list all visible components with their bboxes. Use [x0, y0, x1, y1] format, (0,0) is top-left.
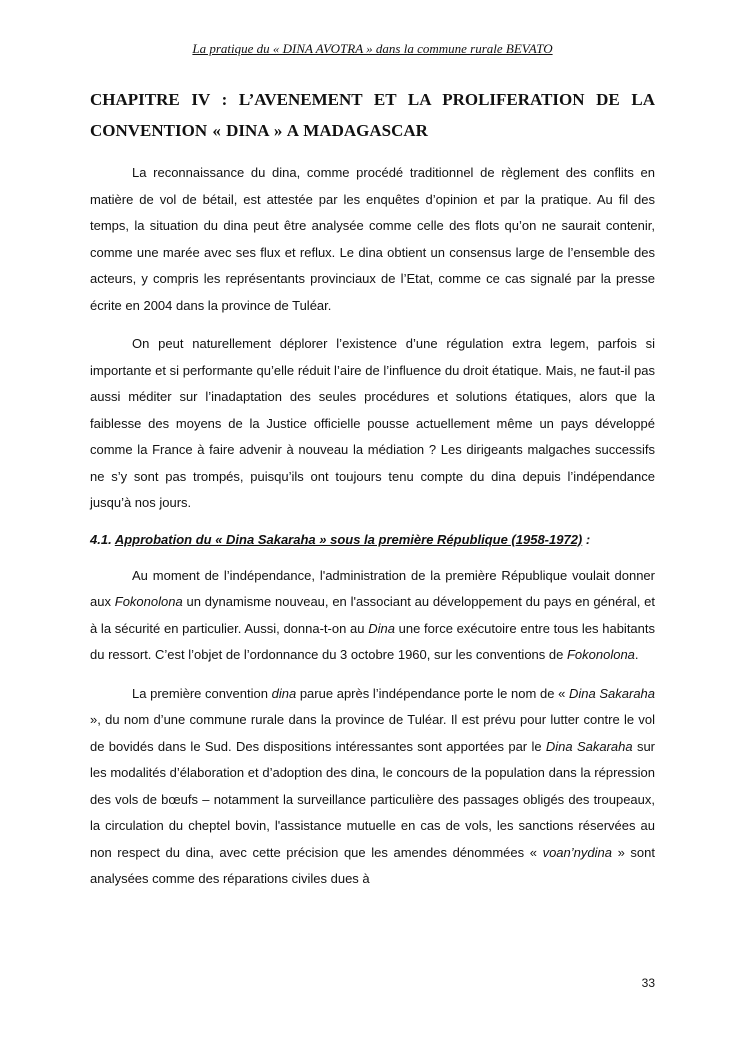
intro-paragraph-2: On peut naturellement déplorer l’existence d’une régulation extra legem, parfois si importante et si performante qu’elle réduit l’aire de l’influence du droit étatique. Mais, ne faut-il pas aussi méditer sur l’inadaptation des seules procédures et solutions étatiques, alors que la faiblesse des moyens de la Justice officielle pousse actuellement même un pays développé comme la France à faire advenir à nouveau la médiation ? Les dirigeants malgaches successifs ne s’y sont pas trompés, puisqu’ils ont toujours tenu compte du dina depuis l’indépendance jusqu’à nos jours. — [90, 336, 655, 510]
italic-term: Dina Sakaraha — [568, 685, 656, 701]
italic-term: voan’nydina — [542, 844, 612, 860]
text-run: un dynamisme nouveau, en l'associant au développement du pays en général, et à la sécurité en particulier. Aussi, donna-t-on au — [90, 594, 655, 636]
section-number: 4.1. — [90, 531, 112, 547]
text-run: parue après l’indépendance porte le nom de « — [296, 685, 569, 701]
section-heading — [90, 529, 655, 551]
running-header: La pratique du « DINA AVOTRA » dans la commune rurale BEVATO — [192, 41, 553, 56]
page-content — [90, 84, 655, 905]
text-run: sur les modalités d’élaboration et d’adoption des dina, le concours de la population dans la répression des vols de bœufs – notamment la surveillance particulière des passages obligés des troupeaux, la circulation du cheptel bovin, l'assistance mutuelle en cas de vols, les sanctions réservées au non respect du dina, avec cette précision que les amendes dénommées « — [90, 738, 656, 860]
section-paragraph-1 — [90, 563, 655, 669]
text-run: » sont analysées comme des réparations civiles dues à — [90, 844, 655, 886]
page-number: 33 — [641, 976, 655, 990]
section-paragraph-2 — [90, 681, 655, 893]
italic-term: Dina Sakaraha — [545, 738, 633, 754]
text-run: », du nom d’une commune rurale dans la province de Tuléar. Il est prévu pour lutter contre le vol de bovidés dans le Sud. Des dispositions intéressantes sont apportées par le — [90, 712, 655, 754]
italic-term: dina — [271, 685, 297, 701]
text-run: . — [634, 647, 639, 662]
italic-term: Fokonolona — [114, 594, 183, 609]
intro-paragraph-1: La reconnaissance du dina, comme procédé traditionnel de règlement des conflits en matière de vol de bétail, est attestée par les enquêtes d’opinion et par la pratique. Au fil des temps, la situation du dina peut être analysée comme celle des flots qu’on ne saurait contenir, comme une marée avec ses flux et reflux. Le dina obtient un consensus large de l’ensemble des acteurs, y compris les représentants provinciaux de l’Etat, comme ce cas signalé par la presse écrite en 2004 dans la province de Tuléar. — [90, 165, 655, 313]
text-run: Au moment de l’indépendance, l'administration de la première République voulait donner aux — [90, 567, 655, 609]
italic-term: Dina — [368, 620, 395, 636]
italic-term: Fokonolona — [566, 647, 635, 662]
text-run: une force exécutoire entre tous les habitants du ressort. C’est l’objet de l’ordonnance du 3 octobre 1960, sur les conventions de — [90, 620, 656, 662]
section-title: Approbation du « Dina Sakaraha » sous la première République (1958-1972) — [114, 531, 583, 547]
text-run: La première convention — [132, 685, 272, 701]
chapter-title: CHAPITRE IV : L’AVENEMENT ET LA PROLIFERATION DE LA CONVENTION « DINA » A MADAGASCAR — [90, 90, 655, 140]
section-colon: : — [585, 531, 591, 547]
